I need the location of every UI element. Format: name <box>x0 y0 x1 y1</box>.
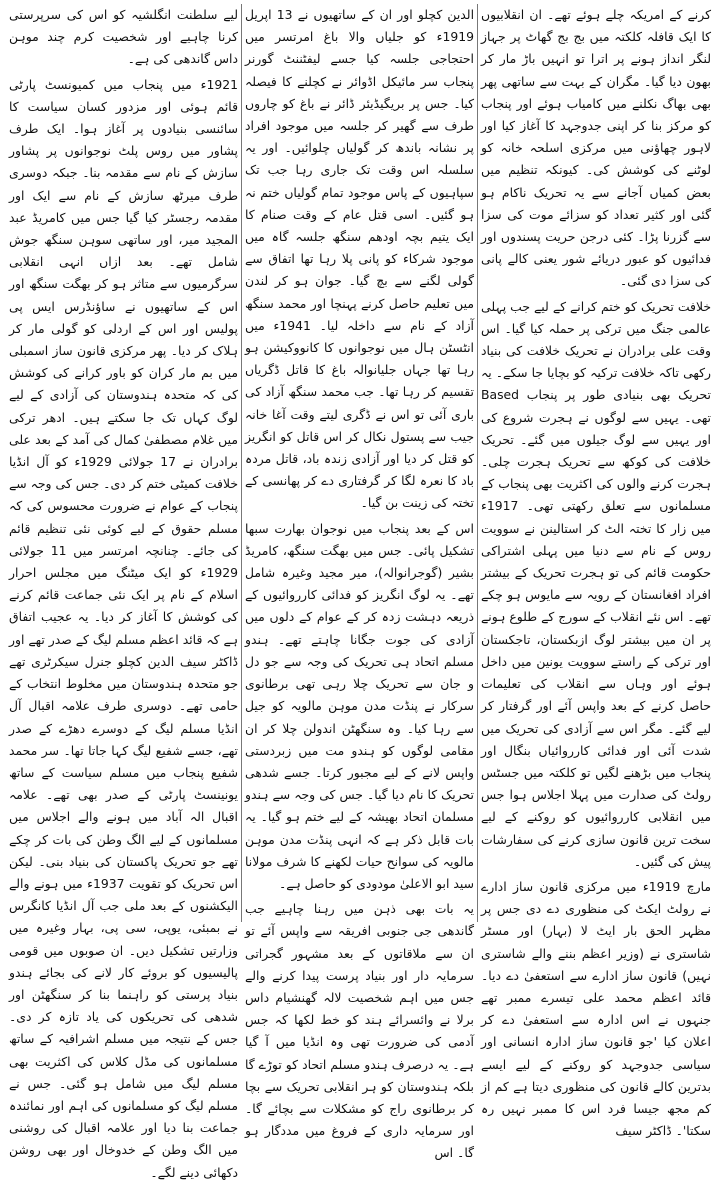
paragraph: خلافت تحریک کو ختم کرانے کے لیے جب پہلی عالمی جنگ میں ترکی پر حملہ کیا گیا۔ اس وقت علی برادران نے تحریک خلافت کی بنیاد رکھی تاکہ خلافت ترکیہ کو بچایا جا سکے۔ یہ تحریک بھی بنیادی طور پر پنجاب Based تھی۔ یہیں سے لوگوں نے ہجرت شروع کی اور یہیں سے لوگ جیلوں میں گئے۔ تحریک خلافت کی کوکھ سے تحریک ہجرت چلی۔ ہجرت کرنے والوں کی اکثریت بھی پنجاب کے مسلمانوں سے تعلق رکھتی تھی۔ 1917ء میں زار کا تختہ الٹ کر استالینن نے سوویت روس کے نام سے دنیا میں پہلی اشتراکی حکومت قائم کی تو ہجرت تحریک کے بیشتر افراد افغانستان کے رویہ سے مایوس ہو چکے تھے۔ اس نئے انقلاب کے سورج کے طلوع ہونے پر ان میں بیشتر لوگ ازبکستان، تاجکستان اور ترکی کے راستے سوویت یونین میں داخل ہوئے اور وہاں سے انقلاب کی تعلیمات حاصل کرنے کے بعد واپس آئے اور گرفتار کر لیے گئے۔ مگر اس سے آزادی کی تحریک میں شدت آئی اور فدائی کارروائیاں بنگال اور پنجاب میں بڑھنے لگیں تو کلکتہ میں جسٹس رولٹ کی صدارت میں پہلا اجلاس ہوا جس میں انقلابی کارروائیوں کو روکنے کے لیے سخت ترین قانون سازی کرنے کی سفارشات پیش کی گئیں۔ <box>481 298 711 869</box>
paragraph: 1921ء میں پنجاب میں کمیونسٹ پارٹی قائم ہوئی اور مزدور کسان سیاست کا سائنسی بنیادوں پر آغاز ہوا۔ ایک طرف پشاور میں روس پلٹ نوجوانوں پر پشاور سازش کے نام سے مقدمہ بنا۔ جبکہ دوسری طرف میرٹھ سازش کے نام سے ایک اور مقدمہ رجسٹر کیا گیا جس میں کامریڈ عبد المجید میر، اور ساتھی سوہن سنگھ جوش شامل تھے۔ بعد ازاں انہی انقلابی سرگرمیوں سے متاثر ہو کر بھگت سنگھ اور اس کے ساتھیوں نے ساؤنڈرس ایس پی پولیس اور اس کے اردلی کو گولی مار کر ہلاک کر دیا۔ پھر مرکزی قانون ساز اسمبلی میں بم مار کران کو باور کرانے کی کوشش کی کہ متحدہ ہندوستان کی آزادی کے لیے لوگ کہاں تک جا سکتے ہیں۔ ادھر ترکی میں غلام مصطفیٰ کمال کی آمد کے بعد علی برادران نے 17 جولائی 1929ء کو آل انڈیا خلافت کمیٹی ختم کر دی۔ جس کی وجہ سے پنجاب کے عوام نے ضرورت محسوس کی کہ مسلم حقوق کے لیے کوئی نئی تنظیم قائم کی جائے۔ چنانچہ امرتسر میں 11 جولائی 1929ء کو ایک میٹنگ میں مجلس احرار اسلام کے نام پر ایک نئی جماعت قائم کرنے کی کوشش کا آغاز کر دیا۔ یہ عجیب اتفاق ہے کہ قائد اعظم مسلم لیگ کے صدر تھے اور ڈاکٹر سیف الدین کچلو جنرل سیکرٹری تھے جو متحدہ ہندوستان میں مخلوط انتخاب کے حامی تھے۔ دوسری طرف علامہ اقبال آل انڈیا مسلم لیگ کے دوسرے دھڑے کے صدر تھے، جسے شفیع لیگ کہا جاتا تھا۔ سر محمد شفیع پنجاب میں مسلم سیاست کے ساتھ یونینسٹ پارٹی کے صدر بھی تھے۔ علامہ اقبال الہ آباد میں ہونے والے اجلاس میں مسلمانوں کے لیے الگ وطن کی بات کر چکے تھے جو تحریک پاکستان کی بنیاد بنی۔ لیکن اس تحریک کو تقویت 1937ء میں ہونے والے الیکشنوں کے بعد ملی جب آل انڈیا کانگرس نے بمبئی، یوپی، سی پی، بہار وغیرہ میں وزارتیں تشکیل دیں۔ ان صوبوں میں قومی پالیسیوں کو بروئے کار لانے کی بجائے ہندو بنیاد پرستی کو راہنما بنا کر سنگھٹن اور شدھی کی تحریکوں کی یاد تازہ کر دی۔ جس کے نتیجہ میں مسلم اشرافیہ کے ساتھ مسلمانوں کی مڈل کلاس کی اکثریت بھی مسلم لیگ میں شامل ہو گئی۔ جس نے مسلم لیگ کو مسلمانوں کی اہم اور نمائندہ جماعت بنا دیا اور علامہ اقبال کی روشنی میں الگ وطن کے خدوخال اور بھی روشن دکھائی دینے لگے۔ <box>9 76 238 1180</box>
paragraph: الدین کچلو اور ان کے ساتھیوں نے 13 اپریل 1919ء کو جلیاں والا باغ امرتسر میں احتجاجی جلسہ کیا جسے لیفٹننٹ گورنر پنجاب سر مائیکل اڈوائر نے کچلنے کا فیصلہ کیا۔ جس پر بریگیڈیئر ڈائر نے باغ کو چاروں طرف سے گھیر کر جلسہ میں موجود افراد پر نشانہ باندھ کر گولیاں چلوائیں۔ اور یہ سلسلہ اس وقت تک جاری رہا جب تک سپاہیوں کے پاس موجود تمام گولیاں ختم نہ ہو گئیں۔ اسی قتل عام کے وقت صنام کا ایک یتیم بچہ اودھم سنگھ جلسہ گاہ میں موجود شرکاء کو پانی پلا رہا تھا اتفاق سے گولی لگنے سے بچ گیا۔ جوان ہو کر لندن میں تعلیم حاصل کرنے پہنچا اور محمد سنگھ آزاد کے نام سے داخلہ لیا۔ 1941ء میں انٹسٹن ہال میں نوجوانوں کا کانووکیشن ہو رہا تھا جہاں جلیانوالہ باغ کا قاتل ڈگریاں تقسیم کر رہا تھا۔ جب محمد سنگھ آزاد کی باری آئی تو اس نے ڈگری لیتے وقت آغا خانہ جیب سے پستول نکال کر اس قاتل کو انگریز کو قتل کر دیا اور آزادی زندہ باد، قاتل مردہ باد کا نعرہ لگا کر گرفتاری دے کر پھانسی کے تختہ کی زینت بن گیا۔ <box>245 7 475 511</box>
paragraph: مارچ 1919ء میں مرکزی قانون ساز ادارے نے رولٹ ایکٹ کی منظوری دے دی جس پر مظہر الحق بار ایٹ لا (بہار) اور مسٹر شاستری نے (وزیر اعظم بننے والے شاستری نہیں) قانون ساز ادارے سے استعفیٰ دے دیا۔ قائد اعظم محمد علی تیسرے ممبر تھے جنہوں نے اس ادارہ سے استعفیٰ دے کر اعلان کیا 'جو قانون ساز ادارہ انسانی اور سیاسی جدوجہد کو روکنے کے لیے ایسے بدترین کالے قانون کی منظوری دیتا ہے کم از کم مجھ جیسا فرد اس کا ممبر نہیں رہ سکتا'۔ ڈاکٹر سیف <box>481 878 711 1139</box>
paragraph: کرنے کے امریکہ چلے ہوئے تھے۔ ان انقلابیوں کا ایک قافلہ کلکتہ میں بج بج گھاٹ پر جہاز لنگر انداز ہونے پر اترا تو انہیں باڑ مار کر بھون دیا گیا۔ مگران کے بہت سے ساتھی پھر بھی بھاگ نکلنے میں کامیاب ہوئے اور پنجاب کو مرکز بنا کر اپنی جدوجہد کا آغاز کیا اور لاہور چھاؤنی میں مرکزی اسلحہ خانہ کو لوٹنے کی کوشش کی۔ کیونکہ تنظیم میں بعض کمیاں آجانے سے یہ تحریک ناکام ہو گئی اور کثیر تعداد کو سزائے موت کی سزا سے گزرنا پڑا۔ کئی درجن حریت پسندوں اور فدائیوں کو عبور دریائے شور یعنی کالے پانی کی سزا دی گئی۔ <box>481 7 711 289</box>
paragraph: لیے سلطنت انگلشیہ کو اس کی سرپرستی کرنا چاہیے اور شخصیت کرم چند موہن داس گاندھی کی ہے۔ <box>9 7 238 67</box>
paragraph: یہ بات بھی ذہن میں رہنا چاہیے جب گاندھی جی جنوبی افریقہ سے واپس آئے تو ان سے ملاقاتوں کے بعد مشہور گجراتی سرمایہ دار اور بنیاد پرست پیدا کرنے والے جس میں اہم شخصیت لالہ گھنشیام داس برلا نے وائسرائے ہند کو خط لکھا کہ جس آدمی کی ضرورت تھی وہ انڈیا میں آ گیا ہے۔ یہ درصرف ہندو مسلم اتحاد کو توڑے گا بلکہ ہندوستان کو ہر انقلابی تحریک سے بچا کر برطانوی راج کو مشکلات سے بچائے گا۔ اور سرمایہ داری کے فروغ میں مددگار ہو گا۔ اس <box>245 901 474 1161</box>
column-left <box>6 4 242 1180</box>
column-right <box>478 4 714 1139</box>
paragraph: اس کے بعد پنجاب میں نوجوان بھارت سبھا تشکیل پائی۔ جس میں بھگت سنگھ، کامریڈ بشیر (گوجرانوالہ)، میر مجید وغیرہ شامل تھے۔ یہ لوگ انگریز کو فدائی کارروائیوں کے ذریعہ دہشت زدہ کر کے عوام کے دلوں میں آزادی کی جوت جگانا چاہتے تھے۔ ہندو مسلم اتحاد ہی تحریک کی وجہ سے جو دل و جان سے تحریک چلا رہی تھی برطانوی سرکار نے پنڈت مدن موہن مالویہ کو جیل سے رہا کیا۔ وہ سنگھٹن اندولن چلا کر ان مقامی لوگوں کو ہندو مت میں زبردستی واپس لانے کے لیے مجبور کرتا۔ جسے شدھی تحریک کا نام دیا گیا۔ جس کی وجہ سے ہندو مسلمان اتحاد بھیشہ کے لیے ختم ہو گیا۔ یہ بات قابل ذکر ہے کہ انہی پنڈت مدن موہن مالویہ کی سوانح حیات لکھنے کا شرف مولانا سید ابو الاعلیٰ مودودی کو حاصل ہے۔ <box>245 520 474 891</box>
column-middle <box>242 4 478 1161</box>
